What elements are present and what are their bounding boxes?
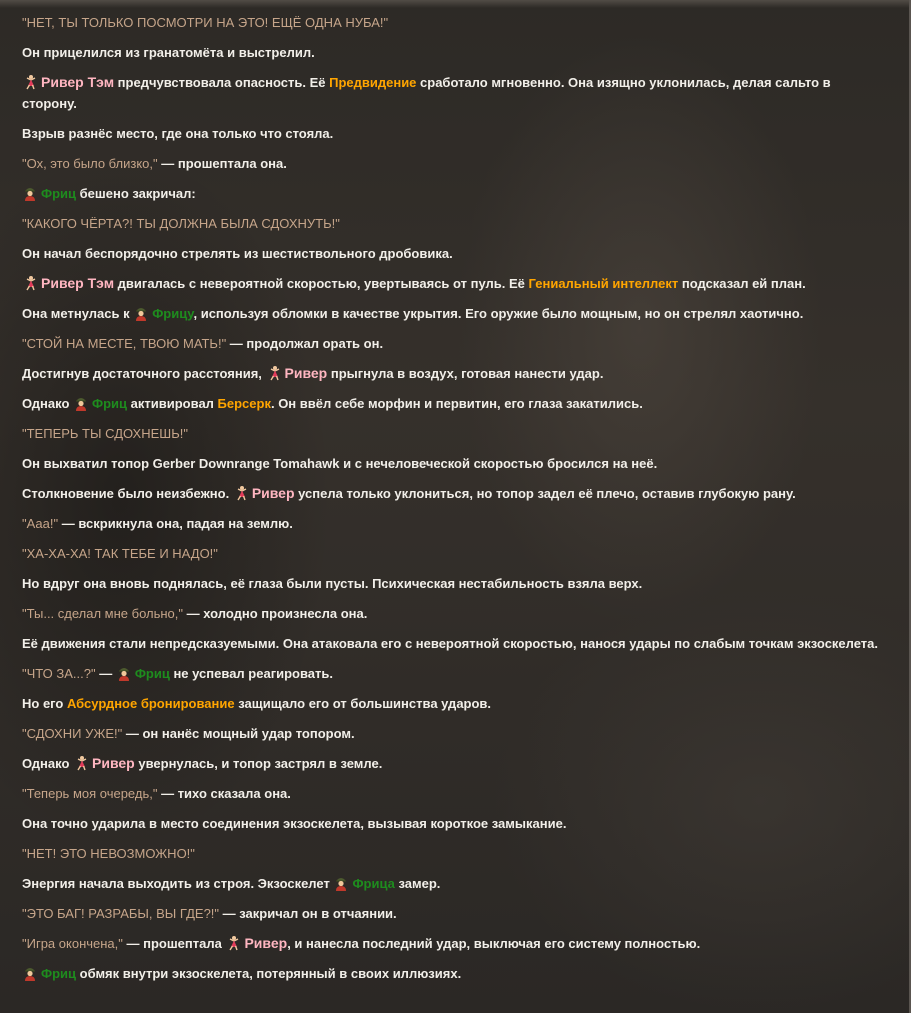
narration-text: сработало мгновенно. Она изящно уклонилась, делая сальто в сторону.	[22, 75, 831, 111]
narration-text: Столкновение было неизбежно.	[22, 486, 233, 501]
story-paragraph	[22, 393, 882, 414]
story-paragraph	[22, 843, 882, 864]
character-name-fritz: Фриц	[41, 966, 77, 981]
narration-text: обмяк внутри экзоскелета, потерянный в своих иллюзиях.	[76, 966, 462, 981]
story-paragraph	[22, 573, 882, 594]
narration-text: —	[95, 666, 116, 681]
story-paragraph	[22, 783, 882, 804]
narration-text: Он начал беспорядочно стрелять из шестиствольного дробовика.	[22, 246, 453, 261]
dialogue-quote: "Ааа!"	[22, 516, 59, 531]
narration-text: двигалась с невероятной скоростью, увертываясь от пуль. Её	[114, 276, 529, 291]
narration-text: Она метнулась к	[22, 306, 134, 321]
story-paragraph	[22, 543, 882, 564]
narration-text: активировал	[127, 396, 218, 411]
story-paragraph	[22, 513, 882, 534]
narration-text: Он прицелился из гранатомёта и выстрелил.	[22, 45, 315, 60]
narration-text: Достигнув достаточного расстояния,	[22, 366, 266, 381]
narration-text: не успевал реагировать.	[169, 666, 333, 681]
story-paragraph	[22, 303, 882, 324]
dialogue-quote: "Ты... сделал мне больно,"	[22, 606, 184, 621]
story-paragraph	[22, 243, 882, 264]
narration-text: Но вдруг она вновь поднялась, её глаза были пусты. Психическая нестабильность взяла верх.	[22, 576, 643, 591]
character-name-river: Ривер Тэм	[41, 275, 115, 291]
character-name-fritz: Фрица	[352, 876, 395, 891]
character-name-fritz: Фриц	[41, 186, 77, 201]
narration-text: Он выхватил топор Gerber Downrange Tomahawk и с нечеловеческой скоростью бросился на неё.	[22, 456, 658, 471]
soldier-icon	[116, 665, 132, 681]
story-paragraph	[22, 813, 882, 834]
dialogue-quote: "НЕТ, ТЫ ТОЛЬКО ПОСМОТРИ НА ЭТО! ЕЩЁ ОДНА НУБА!"	[22, 15, 389, 30]
narration-text: Она точно ударила в место соединения экзоскелета, вызывая короткое замыкание.	[22, 816, 567, 831]
story-paragraph	[22, 363, 882, 384]
story-paragraph	[22, 873, 882, 894]
story-paragraph	[22, 453, 882, 474]
narration-text: увернулась, и топор застрял в земле.	[134, 756, 383, 771]
narration-text: Её движения стали непредсказуемыми. Она атаковала его с невероятной скоростью, нанося удары по слабым точкам экзоскелета.	[22, 636, 879, 651]
narration-text: предчувствовала опасность. Её	[114, 75, 330, 90]
dialogue-quote: "Теперь моя очередь,"	[22, 786, 158, 801]
narration-text: . Он ввёл себе морфин и первитин, его глаза закатились.	[270, 396, 643, 411]
story-paragraph	[22, 903, 882, 924]
character-name-river: Ривер	[92, 755, 135, 771]
story-paragraph	[22, 633, 882, 654]
narration-text: — он нанёс мощный удар топором.	[122, 726, 355, 741]
skill-name: Предвидение	[329, 75, 417, 90]
narration-text: — холодно произнесла она.	[183, 606, 368, 621]
narration-text: успела только уклониться, но топор задел её плечо, оставив глубокую рану.	[294, 486, 796, 501]
story-paragraph	[22, 483, 882, 504]
dialogue-quote: "СДОХНИ УЖЕ!"	[22, 726, 123, 741]
dialogue-quote: "НЕТ! ЭТО НЕВОЗМОЖНО!"	[22, 846, 195, 861]
dialogue-quote: "СТОЙ НА МЕСТЕ, ТВОЮ МАТЬ!"	[22, 336, 227, 351]
soldier-icon	[333, 875, 349, 891]
dialogue-quote: "ЭТО БАГ! РАЗРАБЫ, ВЫ ГДЕ?!"	[22, 906, 220, 921]
soldier-icon	[133, 305, 149, 321]
character-name-river: Ривер	[251, 485, 295, 501]
narration-text: замер.	[394, 876, 441, 891]
story-paragraph	[22, 123, 882, 144]
soldier-icon	[22, 185, 38, 201]
story-paragraph	[22, 12, 882, 33]
narration-text: Взрыв разнёс место, где она только что стояла.	[22, 126, 334, 141]
character-name-river: Ривер Тэм	[41, 74, 115, 90]
character-name-fritz: Фриц	[134, 666, 170, 681]
story-paragraph	[22, 603, 882, 624]
narration-text: защищало его от большинства ударов.	[234, 696, 492, 711]
soldier-icon	[22, 965, 38, 981]
character-name-fritz: Фрицу	[152, 306, 194, 321]
story-paragraph	[22, 42, 882, 63]
narration-text: — закричал он в отчаянии.	[219, 906, 397, 921]
soldier-icon	[73, 395, 89, 411]
dialogue-quote: "КАКОГО ЧЁРТА?! ТЫ ДОЛЖНА БЫЛА СДОХНУТЬ!"	[22, 216, 340, 231]
narration-text: — прошептала	[122, 936, 226, 951]
narration-text: прыгнула в воздух, готовая нанести удар.	[327, 366, 604, 381]
story-paragraph	[22, 72, 882, 114]
dancer-icon	[22, 275, 38, 291]
skill-name: Берсерк	[217, 396, 271, 411]
dancer-icon	[266, 365, 282, 381]
story-paragraph	[22, 333, 882, 354]
story-paragraph	[22, 153, 882, 174]
narration-text: Энергия начала выходить из строя. Экзоскелет	[22, 876, 334, 891]
story-paragraph	[22, 963, 882, 984]
character-name-fritz: Фриц	[92, 396, 128, 411]
story-paragraph	[22, 183, 882, 204]
character-name-river: Ривер	[244, 935, 288, 951]
skill-name: Гениальный интеллект	[528, 276, 679, 291]
dancer-icon	[22, 74, 38, 90]
story-paragraph	[22, 693, 882, 714]
dialogue-quote: "ТЕПЕРЬ ТЫ СДОХНЕШЬ!"	[22, 426, 188, 441]
story-paragraph	[22, 213, 882, 234]
narration-text: — прошептала она.	[157, 156, 287, 171]
story-paragraph	[22, 933, 882, 954]
narration-text: Однако	[22, 756, 74, 771]
dialogue-quote: "Ох, это было близко,"	[22, 156, 158, 171]
narration-text: — продолжал орать он.	[226, 336, 384, 351]
story-paragraph	[22, 663, 882, 684]
narration-text: бешено закричал:	[76, 186, 196, 201]
dancer-icon	[225, 935, 241, 951]
narration-text: — тихо сказала она.	[157, 786, 291, 801]
narration-text: , используя обломки в качестве укрытия. Его оружие было мощным, но он стрелял хаотично.	[193, 306, 804, 321]
narration-text: Но его	[22, 696, 67, 711]
dancer-icon	[73, 755, 89, 771]
dialogue-quote: "Игра окончена,"	[22, 936, 123, 951]
dancer-icon	[233, 485, 249, 501]
skill-name: Абсурдное бронирование	[66, 696, 235, 711]
narration-text: подсказал ей план.	[678, 276, 806, 291]
story-log	[22, 12, 882, 993]
story-paragraph	[22, 753, 882, 774]
narration-text: — вскрикнула она, падая на землю.	[58, 516, 293, 531]
narration-text: , и нанесла последний удар, выключая его систему полностью.	[287, 936, 701, 951]
dialogue-quote: "ЧТО ЗА...?"	[22, 666, 96, 681]
story-paragraph	[22, 423, 882, 444]
dialogue-quote: "ХА-ХА-ХА! ТАК ТЕБЕ И НАДО!"	[22, 546, 218, 561]
story-paragraph	[22, 273, 882, 294]
narration-text: Однако	[22, 396, 74, 411]
story-paragraph	[22, 723, 882, 744]
character-name-river: Ривер	[284, 365, 328, 381]
